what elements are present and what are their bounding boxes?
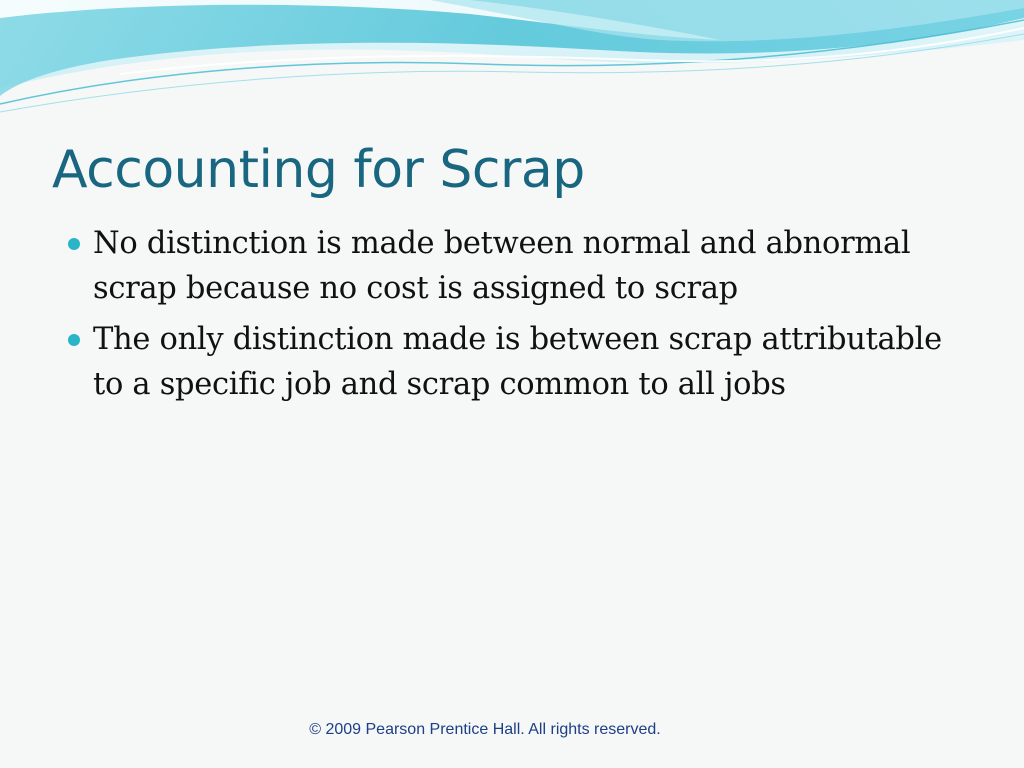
bullet-text: No distinction is made between normal and abnormal scrap because no cost is assigned to scrap	[93, 226, 911, 306]
bullet-dot-icon	[68, 238, 80, 250]
bullet-list	[60, 222, 980, 414]
slide-title: Accounting for Scrap	[52, 140, 585, 200]
decorative-wave-banner	[0, 0, 1024, 120]
bullet-item	[60, 222, 980, 311]
bullet-item	[60, 318, 980, 407]
copyright-footer: © 2009 Pearson Prentice Hall. All rights reserved.	[309, 721, 661, 738]
bullet-dot-icon	[68, 334, 80, 346]
bullet-text: The only distinction made is between scrap attributable to a specific job and scrap common to all jobs	[93, 322, 942, 402]
